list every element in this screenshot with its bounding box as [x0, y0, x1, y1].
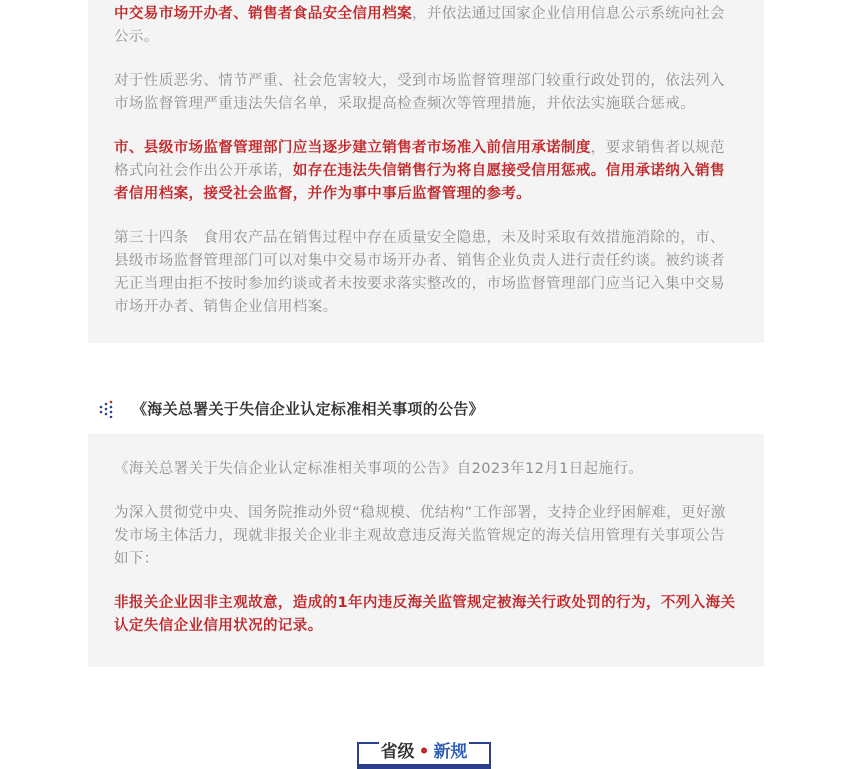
- paragraph-effective-date: 《海关总署关于失信企业认定标准相关事项的公告》自2023年12月1日起施行。: [114, 461, 644, 477]
- paragraph-blacklist: 对于性质恶劣、情节严重、社会危害较大，受到市场监督管理部门较重行政处罚的，依法列入市场监督管理严重违法失信名单，采取提高检查频次等管理措施，并依法实施联合惩戒。: [114, 73, 725, 112]
- paragraph-article-34: 第三十四条 食用农产品在销售过程中存在质量安全隐患，未及时采取有效措施消除的，市、县级市场监督管理部门可以对集中交易市场开办者、销售企业负责人进行责任约谈。被约谈者无正当理由拒不按时参加约谈或者未按要求落实整改的，市场监督管理部门应当记入集中交易市场开办者、销售企业信用档案。: [114, 230, 725, 315]
- paragraph-credit-archive: [114, 3, 738, 49]
- highlight-text: 市、县级市场监督管理部门应当逐步建立销售者市场准入前信用承诺制度: [114, 140, 591, 156]
- section-title: 《海关总署关于失信企业认定标准相关事项的公告》: [132, 400, 484, 418]
- badge-part-new-rules: 新规: [433, 742, 468, 762]
- dots-icon: [98, 400, 118, 418]
- article-card-customs: [88, 434, 764, 667]
- highlight-text: 中交易市场开办者、销售者食品安全信用档案: [114, 6, 412, 22]
- badge-part-provincial: 省级: [380, 742, 415, 762]
- badge-label: [357, 740, 491, 764]
- body-text: ，要求销售者以规范格式向社会作出公开承诺，: [114, 140, 725, 179]
- paragraph-credit-commitment: [114, 137, 738, 206]
- badge-bottom-bar: [357, 764, 491, 769]
- article-card-food-safety: [88, 0, 764, 343]
- badge-separator-dot: •: [418, 742, 430, 762]
- paragraph-background: 为深入贯彻党中央、国务院推动外贸“稳规模、优结构”工作部署，支持企业纾困解难，更好激发市场主体活力，现就非报关企业非主观故意违反海关监管规定的海关信用管理有关事项公告如下：: [114, 505, 726, 567]
- paragraph-key-rule: 非报关企业因非主观故意，造成的1年内违反海关监管规定被海关行政处罚的行为，不列入海关认定失信企业信用状况的记录。: [114, 595, 736, 634]
- provincial-regulation-badge: [357, 740, 491, 769]
- section-heading: [98, 398, 484, 419]
- body-text: ，并依法通过国家企业信用信息公示系统向社会公示。: [114, 6, 725, 45]
- highlight-text: 如存在违法失信销售行为将自愿接受信用惩戒。信用承诺纳入销售者信用档案，接受社会监督，并作为事中事后监督管理的参考。: [114, 163, 725, 202]
